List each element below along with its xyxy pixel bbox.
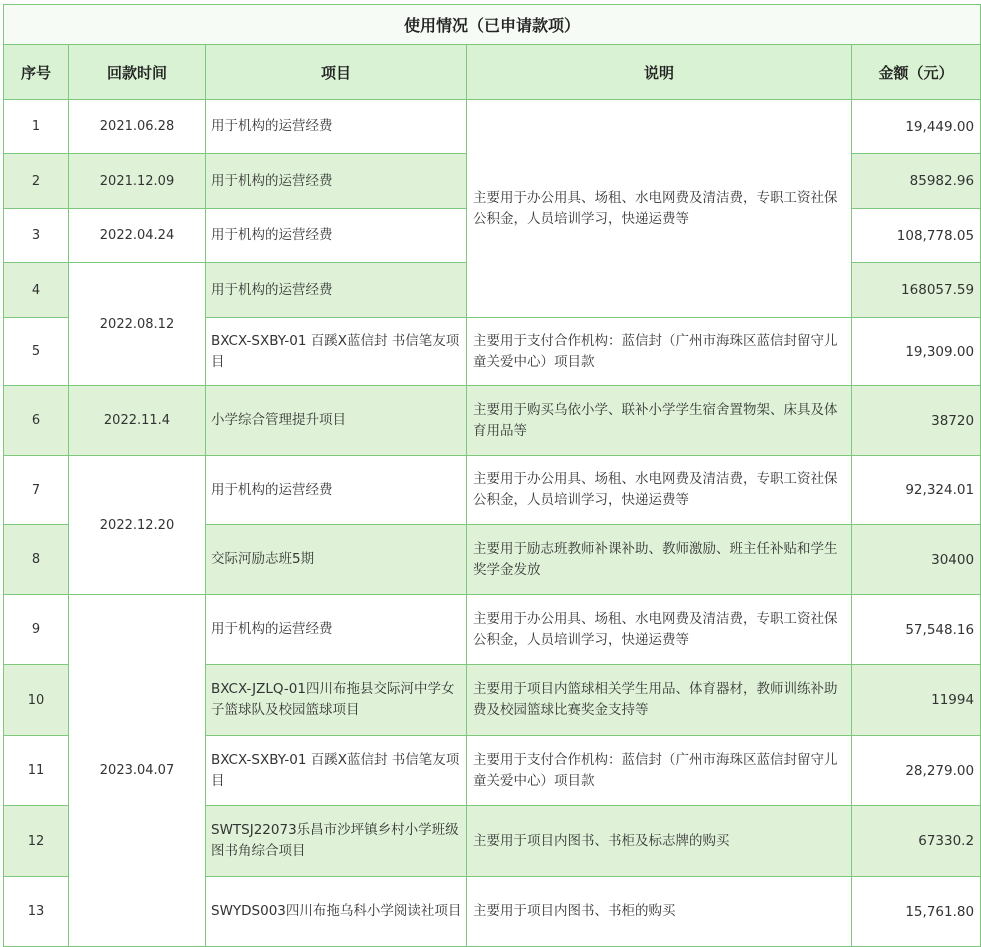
desc-cell: 主要用于项目内图书、书柜及标志牌的购买 bbox=[467, 806, 852, 877]
seq-cell: 6 bbox=[4, 386, 69, 456]
seq-cell: 2 bbox=[4, 154, 69, 209]
seq-cell: 11 bbox=[4, 736, 69, 806]
usage-table bbox=[3, 4, 981, 947]
table-row bbox=[4, 386, 981, 456]
table-row bbox=[4, 595, 981, 665]
item-cell: SWYDS003四川布拖乌科小学阅读社项目 bbox=[206, 877, 467, 947]
date-cell: 2022.12.20 bbox=[69, 456, 206, 595]
desc-cell: 主要用于办公用具、场租、水电网费及清洁费，专职工资社保公积金，人员培训学习，快递运费等 bbox=[467, 595, 852, 665]
item-cell: 用于机构的运营经费 bbox=[206, 456, 467, 525]
item-cell: 用于机构的运营经费 bbox=[206, 263, 467, 318]
seq-cell: 5 bbox=[4, 318, 69, 386]
amount-cell: 57,548.16 bbox=[852, 595, 981, 665]
header-row bbox=[4, 45, 981, 100]
header-amount: 金额（元） bbox=[852, 45, 981, 100]
header-item: 项目 bbox=[206, 45, 467, 100]
seq-cell: 10 bbox=[4, 665, 69, 736]
item-cell: SWTSJ22073乐昌市沙坪镇乡村小学班级图书角综合项目 bbox=[206, 806, 467, 877]
seq-cell: 9 bbox=[4, 595, 69, 665]
title-row bbox=[4, 5, 981, 45]
desc-cell: 主要用于购买乌依小学、联补小学学生宿舍置物架、床具及体育用品等 bbox=[467, 386, 852, 456]
amount-cell: 15,761.80 bbox=[852, 877, 981, 947]
date-cell: 2022.04.24 bbox=[69, 209, 206, 263]
desc-cell: 主要用于办公用具、场租、水电网费及清洁费，专职工资社保公积金，人员培训学习，快递运费等 bbox=[467, 456, 852, 525]
item-cell: 用于机构的运营经费 bbox=[206, 100, 467, 154]
date-cell: 2022.08.12 bbox=[69, 263, 206, 386]
desc-cell: 主要用于项目内篮球相关学生用品、体育器材，教师训练补助费及校园篮球比赛奖金支持等 bbox=[467, 665, 852, 736]
desc-cell: 主要用于励志班教师补课补助、教师激励、班主任补贴和学生奖学金发放 bbox=[467, 525, 852, 595]
seq-cell: 1 bbox=[4, 100, 69, 154]
header-seq: 序号 bbox=[4, 45, 69, 100]
table-row bbox=[4, 456, 981, 525]
header-date: 回款时间 bbox=[69, 45, 206, 100]
amount-cell: 108,778.05 bbox=[852, 209, 981, 263]
date-cell: 2022.11.4 bbox=[69, 386, 206, 456]
item-cell: 小学综合管理提升项目 bbox=[206, 386, 467, 456]
amount-cell: 85982.96 bbox=[852, 154, 981, 209]
desc-cell: 主要用于支付合作机构：蓝信封（广州市海珠区蓝信封留守儿童关爱中心）项目款 bbox=[467, 318, 852, 386]
item-cell: BXCX-SXBY-01 百蹊X蓝信封 书信笔友项目 bbox=[206, 736, 467, 806]
item-cell: BXCX-JZLQ-01四川布拖县交际河中学女子篮球队及校园篮球项目 bbox=[206, 665, 467, 736]
amount-cell: 30400 bbox=[852, 525, 981, 595]
seq-cell: 12 bbox=[4, 806, 69, 877]
date-cell: 2023.04.07 bbox=[69, 595, 206, 947]
amount-cell: 28,279.00 bbox=[852, 736, 981, 806]
amount-cell: 38720 bbox=[852, 386, 981, 456]
header-desc: 说明 bbox=[467, 45, 852, 100]
amount-cell: 19,309.00 bbox=[852, 318, 981, 386]
seq-cell: 13 bbox=[4, 877, 69, 947]
item-cell: 用于机构的运营经费 bbox=[206, 595, 467, 665]
desc-cell: 主要用于支付合作机构：蓝信封（广州市海珠区蓝信封留守儿童关爱中心）项目款 bbox=[467, 736, 852, 806]
item-cell: BXCX-SXBY-01 百蹊X蓝信封 书信笔友项目 bbox=[206, 318, 467, 386]
item-cell: 用于机构的运营经费 bbox=[206, 154, 467, 209]
desc-cell: 主要用于项目内图书、书柜的购买 bbox=[467, 877, 852, 947]
seq-cell: 7 bbox=[4, 456, 69, 525]
amount-cell: 168057.59 bbox=[852, 263, 981, 318]
amount-cell: 19,449.00 bbox=[852, 100, 981, 154]
item-cell: 用于机构的运营经费 bbox=[206, 209, 467, 263]
date-cell: 2021.12.09 bbox=[69, 154, 206, 209]
amount-cell: 92,324.01 bbox=[852, 456, 981, 525]
date-cell: 2021.06.28 bbox=[69, 100, 206, 154]
table-title: 使用情况（已申请款项） bbox=[4, 5, 981, 45]
seq-cell: 8 bbox=[4, 525, 69, 595]
amount-cell: 67330.2 bbox=[852, 806, 981, 877]
item-cell: 交际河励志班5期 bbox=[206, 525, 467, 595]
seq-cell: 3 bbox=[4, 209, 69, 263]
seq-cell: 4 bbox=[4, 263, 69, 318]
table-row bbox=[4, 100, 981, 154]
amount-cell: 11994 bbox=[852, 665, 981, 736]
desc-cell: 主要用于办公用具、场租、水电网费及清洁费，专职工资社保公积金，人员培训学习，快递运费等 bbox=[467, 100, 852, 318]
